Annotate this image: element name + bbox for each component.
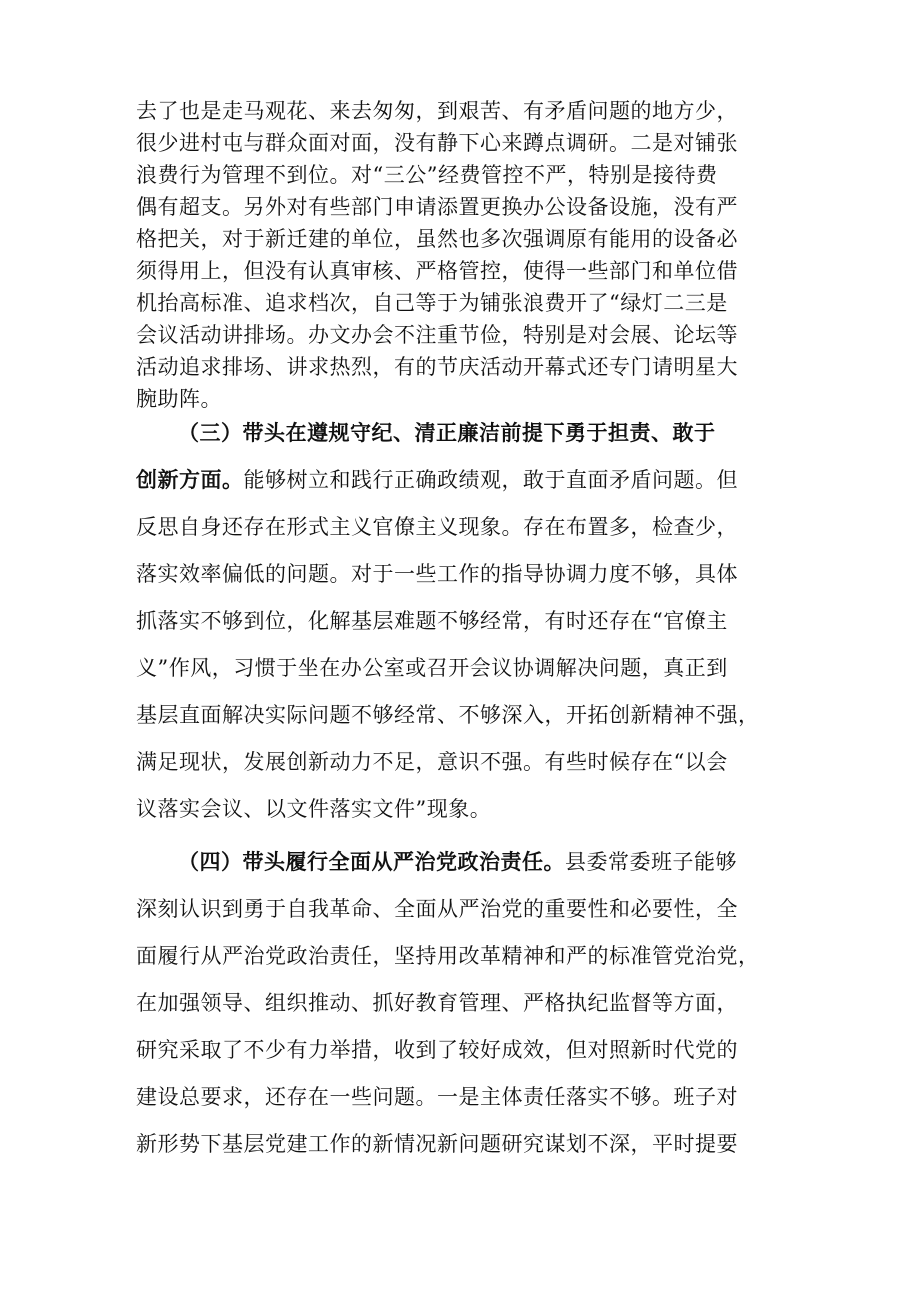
text-line: 浪费行为管理不到位。对“三公”经费管控不严，特别是接待费 (136, 163, 718, 187)
text-line: 满足现状，发展创新动力不足，意识不强。有些时候存在“以会 (136, 750, 728, 774)
text-line: 基层直面解决实际问题不够经常、不够深入，开拓创新精神不强， (136, 703, 760, 727)
text-line: 落实效率偏低的问题。对于一些工作的指导协调力度不够，具体 (136, 562, 738, 586)
text-line: 很少进村屯与群众面对面，没有静下心来蹲点调研。二是对铺张 (136, 131, 738, 155)
text-line: 偶有超支。另外对有些部门申请添置更换办公设备设施，没有严 (136, 195, 738, 219)
text-line: 须得用上，但没有认真审核、严格管控，使得一些部门和单位借 (136, 259, 738, 283)
text-span: 能够树立和践行正确政绩观，敢于直面矛盾问题。但 (243, 468, 738, 492)
text-line: 深刻认识到勇于自我革命、全面从严治党的重要性和必要性，全 (136, 897, 738, 921)
text-line: 在加强领导、组织推动、抓好教育管理、严格执纪监督等方面， (136, 991, 738, 1015)
text-line: 面履行从严治党政治责任，坚持用改革精神和严的标准管党治党， (136, 944, 760, 968)
text-line: 反思自身还存在形式主义官僚主义现象。存在布置多，检查少， (136, 515, 738, 539)
text-line (136, 465, 738, 495)
section-heading-4: （四）带头履行全面从严治党政治责任。 (178, 849, 565, 874)
section-heading-3-end: 创新方面。 (136, 467, 244, 492)
text-line (178, 847, 737, 877)
section-heading-3: （三）带头在遵规守纪、清正廉洁前提下勇于担责、敢于 (178, 420, 716, 445)
text-line: 活动追求排场、讲求热烈，有的节庆活动开幕式还专门请明星大 (136, 355, 738, 379)
text-line: 腕助阵。 (136, 387, 222, 411)
text-span: 县委常委班子能够 (565, 850, 737, 874)
text-line: 新形势下基层党建工作的新情况新问题研究谋划不深，平时提要 (136, 1132, 738, 1156)
text-line: 抓落实不够到位，化解基层难题不够经常，有时还存在“官僚主 (136, 609, 728, 633)
text-line: 机抬高标准、追求档次，自己等于为铺张浪费开了“绿灯二三是 (136, 291, 728, 315)
text-line: 格把关，对于新迁建的单位，虽然也多次强调原有能用的设备必 (136, 227, 738, 251)
text-line: 建设总要求，还存在一些问题。一是主体责任落实不够。班子对 (136, 1085, 738, 1109)
text-line: 研究采取了不少有力举措，收到了较好成效，但对照新时代党的 (136, 1038, 738, 1062)
text-line: 义”作风，习惯于坐在办公室或召开会议协调解决问题，真正到 (136, 656, 728, 680)
text-line: 议落实会议、以文件落实文件”现象。 (136, 797, 492, 821)
text-line: 去了也是走马观花、来去匆匆，到艰苦、有矛盾问题的地方少， (136, 99, 738, 123)
text-line: 会议活动讲排场。办文办会不注重节俭，特别是对会展、论坛等 (136, 323, 738, 347)
